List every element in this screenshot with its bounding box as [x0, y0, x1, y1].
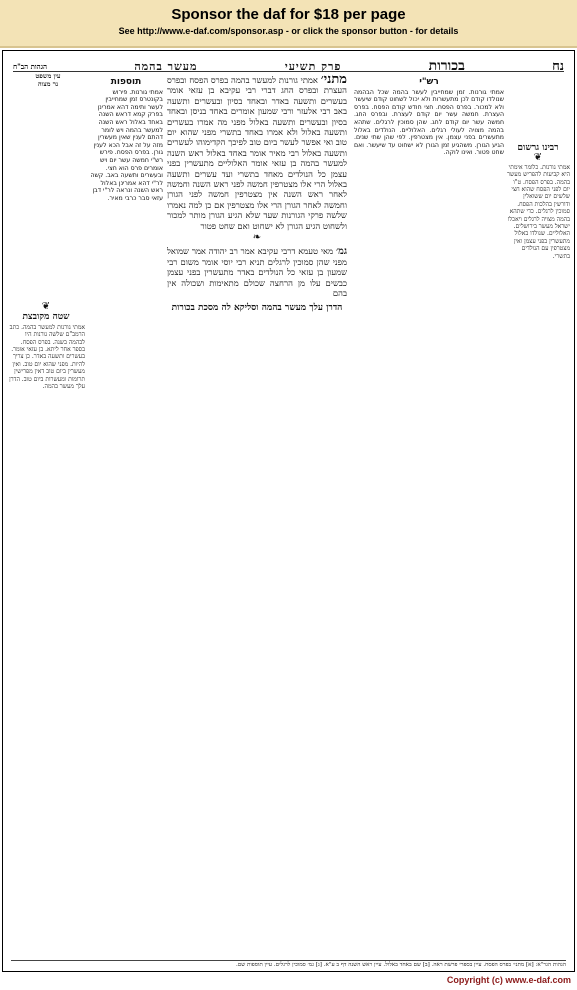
tosafos-title: תוספות	[110, 77, 142, 87]
ornament-icon: ❦	[533, 152, 543, 164]
hagahot-label: הגהות הב"ח	[13, 62, 48, 72]
ornament-icon: ❦	[41, 301, 51, 312]
shita-mekubetzet-title: שטה מקובצת	[22, 312, 70, 323]
rashi-text: אמתי גורנות. זמן שמחייבין לעשר בהמה שכל הבהמה שנולדו קודם לכן מתעשרות ולא יכול לשחוט קודם שיעשר ולא למכור. בפרס הפסח. חצי חודש קודם הפסח. בפרס העצרת. חמשה עשר יום קודם לעצרת. ובפרס החג. חמשה עשר יום קודם לחג. שהן סמוכין לרגלים. שתהא בהמה מצויה לעולי רגלים. האלוליים. הנולדים באלול מתעשרים בפני עצמן. אין מצטרפין. לפי שהן שתי שנים. הגיע הגורן. משהגיע זמן הגורן לא ישחוט עד שיעשר. ואם שחט פטור. ואינו לוקה.	[354, 88, 504, 157]
ein-mishpat-header	[9, 73, 87, 89]
rashi-title: רש"י	[419, 77, 439, 87]
rabbeinu-gershom-column	[506, 141, 570, 961]
hagahot-footnote: הגהות הגר"א: [א] מתני׳ בפרס הפסח. עיין בספרי פרשת ראה. [ב] שם באחד באלול. עיין ראש השנה דף ב ע"א. [ג] גמ׳ סמוכין לרגלים. עיין תוספות שם.	[11, 960, 566, 969]
mishna-text: אמתי גורנות למעשר בהמה בפרס הפסח ובפרס העצרת ובפרס החג דברי רבי עקיבא בן עזאי אומר בעשרים ותשעה באדר ובאחד בסיון ובעשרים ותשעה באב רבי אלעזר ורבי שמעון אומרים באחד בניסן ובאחד בסיון ובעשרים ותשעה באלול מפני מה אמרו בעשרים ותשעה באלול ולא אמרו באחד בתשרי מפני שהוא יום טוב ואי אפשר לעשר ביום טוב לפיכך הקדימוהו לעשרים ותשעה באלול רבי מאיר אומר באחד באלול ראש השנה למעשר בהמה בן עזאי אומר האלוליים מתעשרין בפני עצמן כל הנולדים מאחד בתשרי ועד עשרים ותשעה באלול הרי אלו מצטרפין חמשה לפני ראש השנה וחמשה לאחר ראש השנה אין מצטרפין חמשה לפני הגורן וחמשה לאחר הגורן הרי אלו מצטרפין אם כן למה נאמרו שלשה פרקי הגורנות שעד שלא הגיע הגורן מותר למכור ולשחוט הגיע הגורן לא ישחוט ואם שחט פטור	[167, 75, 347, 231]
sponsor-banner[interactable]	[0, 0, 577, 48]
perek-end: הדרן עלך מעשר בהמה וסליקא לה מסכת בכורות	[171, 302, 343, 313]
gemara-column	[167, 75, 347, 972]
chapter-name: פרק תשיעי	[284, 60, 342, 74]
shita-mekubetzet-column	[7, 301, 85, 972]
ner-mitzvah-label: נר מצוה	[37, 79, 59, 88]
ein-mishpat-label: עין משפט	[35, 72, 61, 80]
chapter-title: מעשר בהמה	[134, 60, 198, 74]
tosafos-text: אמתי גורנות. פירוש בקונטרס זמן שמחייבין לעשר ותימה דהא אמרינן בפרק קמא דראש השנה באחד באלול ראש השנה למעשר בהמה ויש לומר דהתם לענין שאין מעשרין מזה על זה אבל הכא לענין גורן. בפרס הפסח. פירש רש"י חמשה עשר יום ויש אומרים פרס הוא חצי. ובעשרים ותשעה באב. קשה לר"י דהא אמרינן באלול ראש השנה ונראה לר"י דבן עזאי סבר כרבי מאיר.	[90, 88, 163, 202]
sponsor-title: Sponsor the daf for $18 per page	[171, 6, 406, 23]
section-divider: ❧	[252, 232, 262, 244]
gemara-text: מאי טעמא דרבי עקיבא אמר רב יהודה אמר שמואל מפני שהן סמוכין לרגלים תניא רבי יוסי אומר משום רבי שמעון בן עזאי כל הנולדים באדר מתעשרין בפני עצמן כבשים עלו מן הרחצה שכולם מתאימות ושכולה אין בהם	[167, 245, 347, 299]
copyright-link[interactable]: Copyright (c) www.e-daf.com	[446, 975, 571, 985]
tractate-name: בכורות	[428, 58, 465, 75]
page-number: נח	[552, 59, 564, 75]
tosafos-column	[89, 75, 163, 972]
sponsor-subtitle[interactable]: See http://www.e-daf.com/sponsor.asp - or click the sponsor button - for details	[118, 26, 459, 36]
rashi-column	[354, 75, 504, 972]
talmud-page	[2, 50, 575, 972]
shita-mekubetzet-text: אמתי גורנות למעשר בהמה. כתב הרמב"ם שלשה גורנות היו לבהמה בשנה. בפרס הפסח. בספר אחר ליתא. בן עזאי אומר. בעשרים ותשעה באדר. כן צריך להיות. מפני שהוא יום טוב. ואין מעשרין ביום טוב דאין מפרישין תרומות ומעשרות ביום טוב. הדרן עלך מעשר בהמה.	[9, 323, 85, 391]
gemara-label: גמ׳	[335, 245, 347, 257]
rabbeinu-gershom-text: אמתי גורנות. כלומר אימתי היא קביעות להפריש מעשר בהמה. בפרס הפסח. ט"ו יום לפני הפסח שהוא חצי שלשים יום ששואלין ודורשין בהלכות הפסח. סמוכין לרגלים. כדי שתהא בהמה מצויה לרגלים ויאכלו ישראל מעשר בירושלים. האלוליים. שנולדו באלול מתעשרין בפני עצמן ואין מצטרפין עם הנולדים בתשרי.	[507, 163, 570, 260]
rabbeinu-gershom-title: רבינו גרשום	[517, 143, 559, 153]
page-footer	[0, 972, 577, 990]
mishna-label: מתני׳	[320, 75, 347, 87]
page-header	[13, 55, 564, 75]
